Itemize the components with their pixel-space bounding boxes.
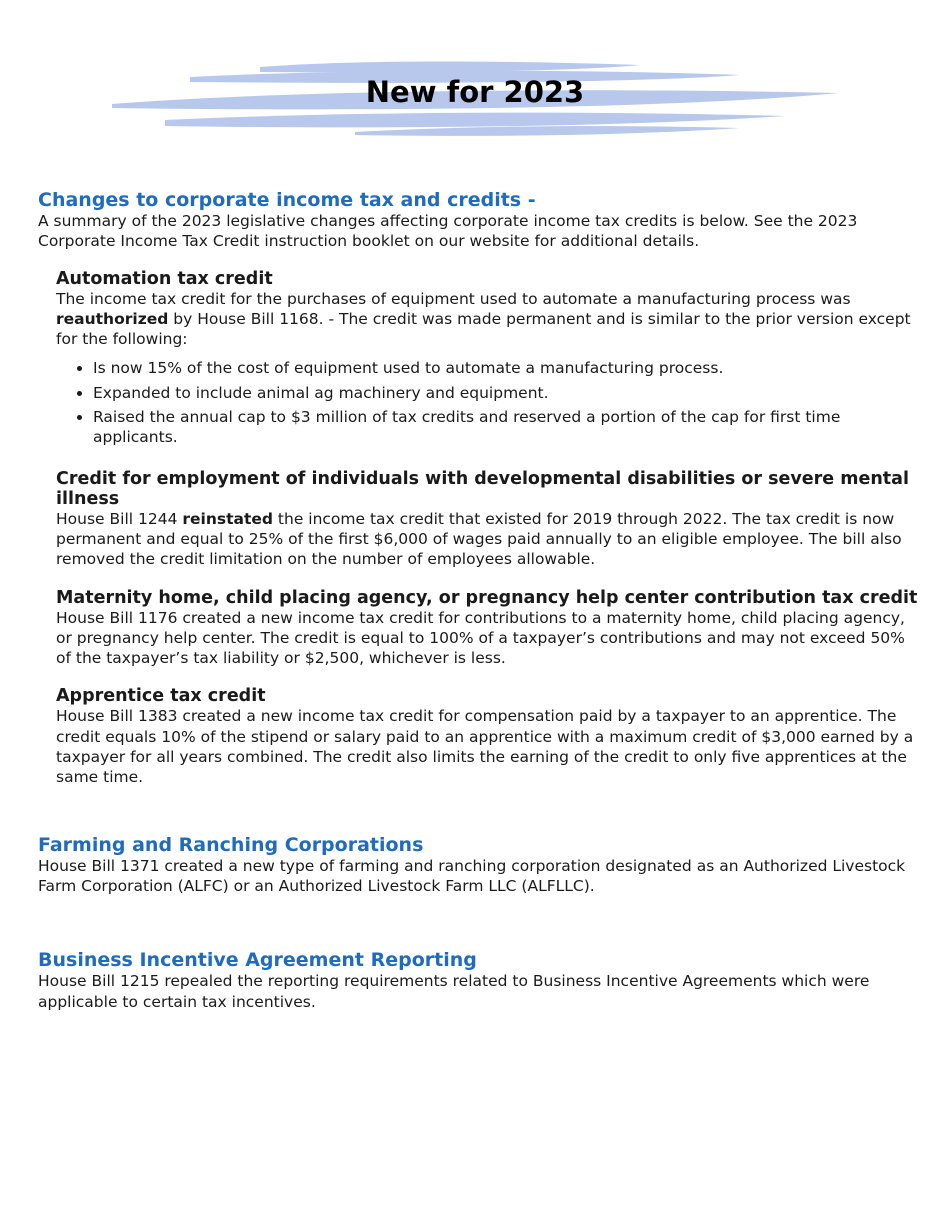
automation-credit-heading: Automation tax credit [56,268,273,289]
apprentice-credit-text: House Bill 1383 created a new income tax credit for compensation paid by a taxpayer to an apprentice. The credit equals 10% of the stipend or salary paid to an apprentice with a maximum credit of $3,000 earned by a taxpayer for all years combined. The credit also limits the earning of the credit to only five apprentices at the same time. [56,707,914,787]
corporate-intro-text: A summary of the 2023 legislative changes affecting corporate income tax credits is below. See the 2023 Corporate Income Tax Credit instruction booklet on our website for additional details. [38,212,858,251]
employment-credit-block [56,469,918,570]
page-title: New for 2023 [365,75,585,109]
apprentice-credit-heading: Apprentice tax credit [56,686,266,707]
reauthorized-emphasis: reauthorized [56,309,169,328]
document-body [38,189,918,1012]
maternity-credit-block [56,588,918,669]
list-item: • Raised the annual cap to $3 million of tax credits and reserved a portion of the cap for first time applicants. [93,407,918,448]
list-item: • Is now 15% of the cost of equipment used to automate a manufacturing process. [93,358,918,378]
employment-credit-text: House Bill 1244 reinstated the income tax credit that existed for 2019 through 2022. The tax credit is now permanent and equal to 25% of the first $6,000 of wages paid annually to an eligible employee. The bill also removed the credit limitation on the number of employees allowable. [56,509,902,569]
automation-credit-text: The income tax credit for the purchases of equipment used to automate a manufacturing process was reauthorized by House Bill 1168. - The credit was made permanent and is similar to the prior version except for the following: [56,289,911,349]
reinstated-emphasis: reinstated [182,509,273,528]
incentive-section-heading: Business Incentive Agreement Reporting [38,949,477,972]
incentive-section-text: House Bill 1215 repealed the reporting requirements related to Business Incentive Agreements which were applicable to certain tax incentives. [38,972,870,1011]
employment-credit-heading: Credit for employment of individuals with developmental disabilities or severe mental illness [56,468,909,509]
list-item: • Expanded to include animal ag machinery and equipment. [93,383,918,403]
corporate-section-heading: Changes to corporate income tax and credits - [38,189,536,211]
apprentice-credit-block [56,686,918,787]
farming-section-text: House Bill 1371 created a new type of farming and ranching corporation designated as an Authorized Livestock Farm Corporation (ALFC) or an Authorized Livestock Farm LLC (ALFLLC). [38,856,906,895]
automation-changes-list [56,358,918,447]
maternity-credit-heading: Maternity home, child placing agency, or pregnancy help center contribution tax credit [56,587,918,608]
title-banner [100,55,850,140]
automation-credit-block [56,269,918,448]
farming-section-heading: Farming and Ranching Corporations [38,833,424,856]
maternity-credit-text: House Bill 1176 created a new income tax credit for contributions to a maternity home, child placing agency, or pregnancy help center. The credit is equal to 100% of a taxpayer’s contributions and may not exceed 50% of the taxpayer’s tax liability or $2,500, whichever is less. [56,608,905,668]
